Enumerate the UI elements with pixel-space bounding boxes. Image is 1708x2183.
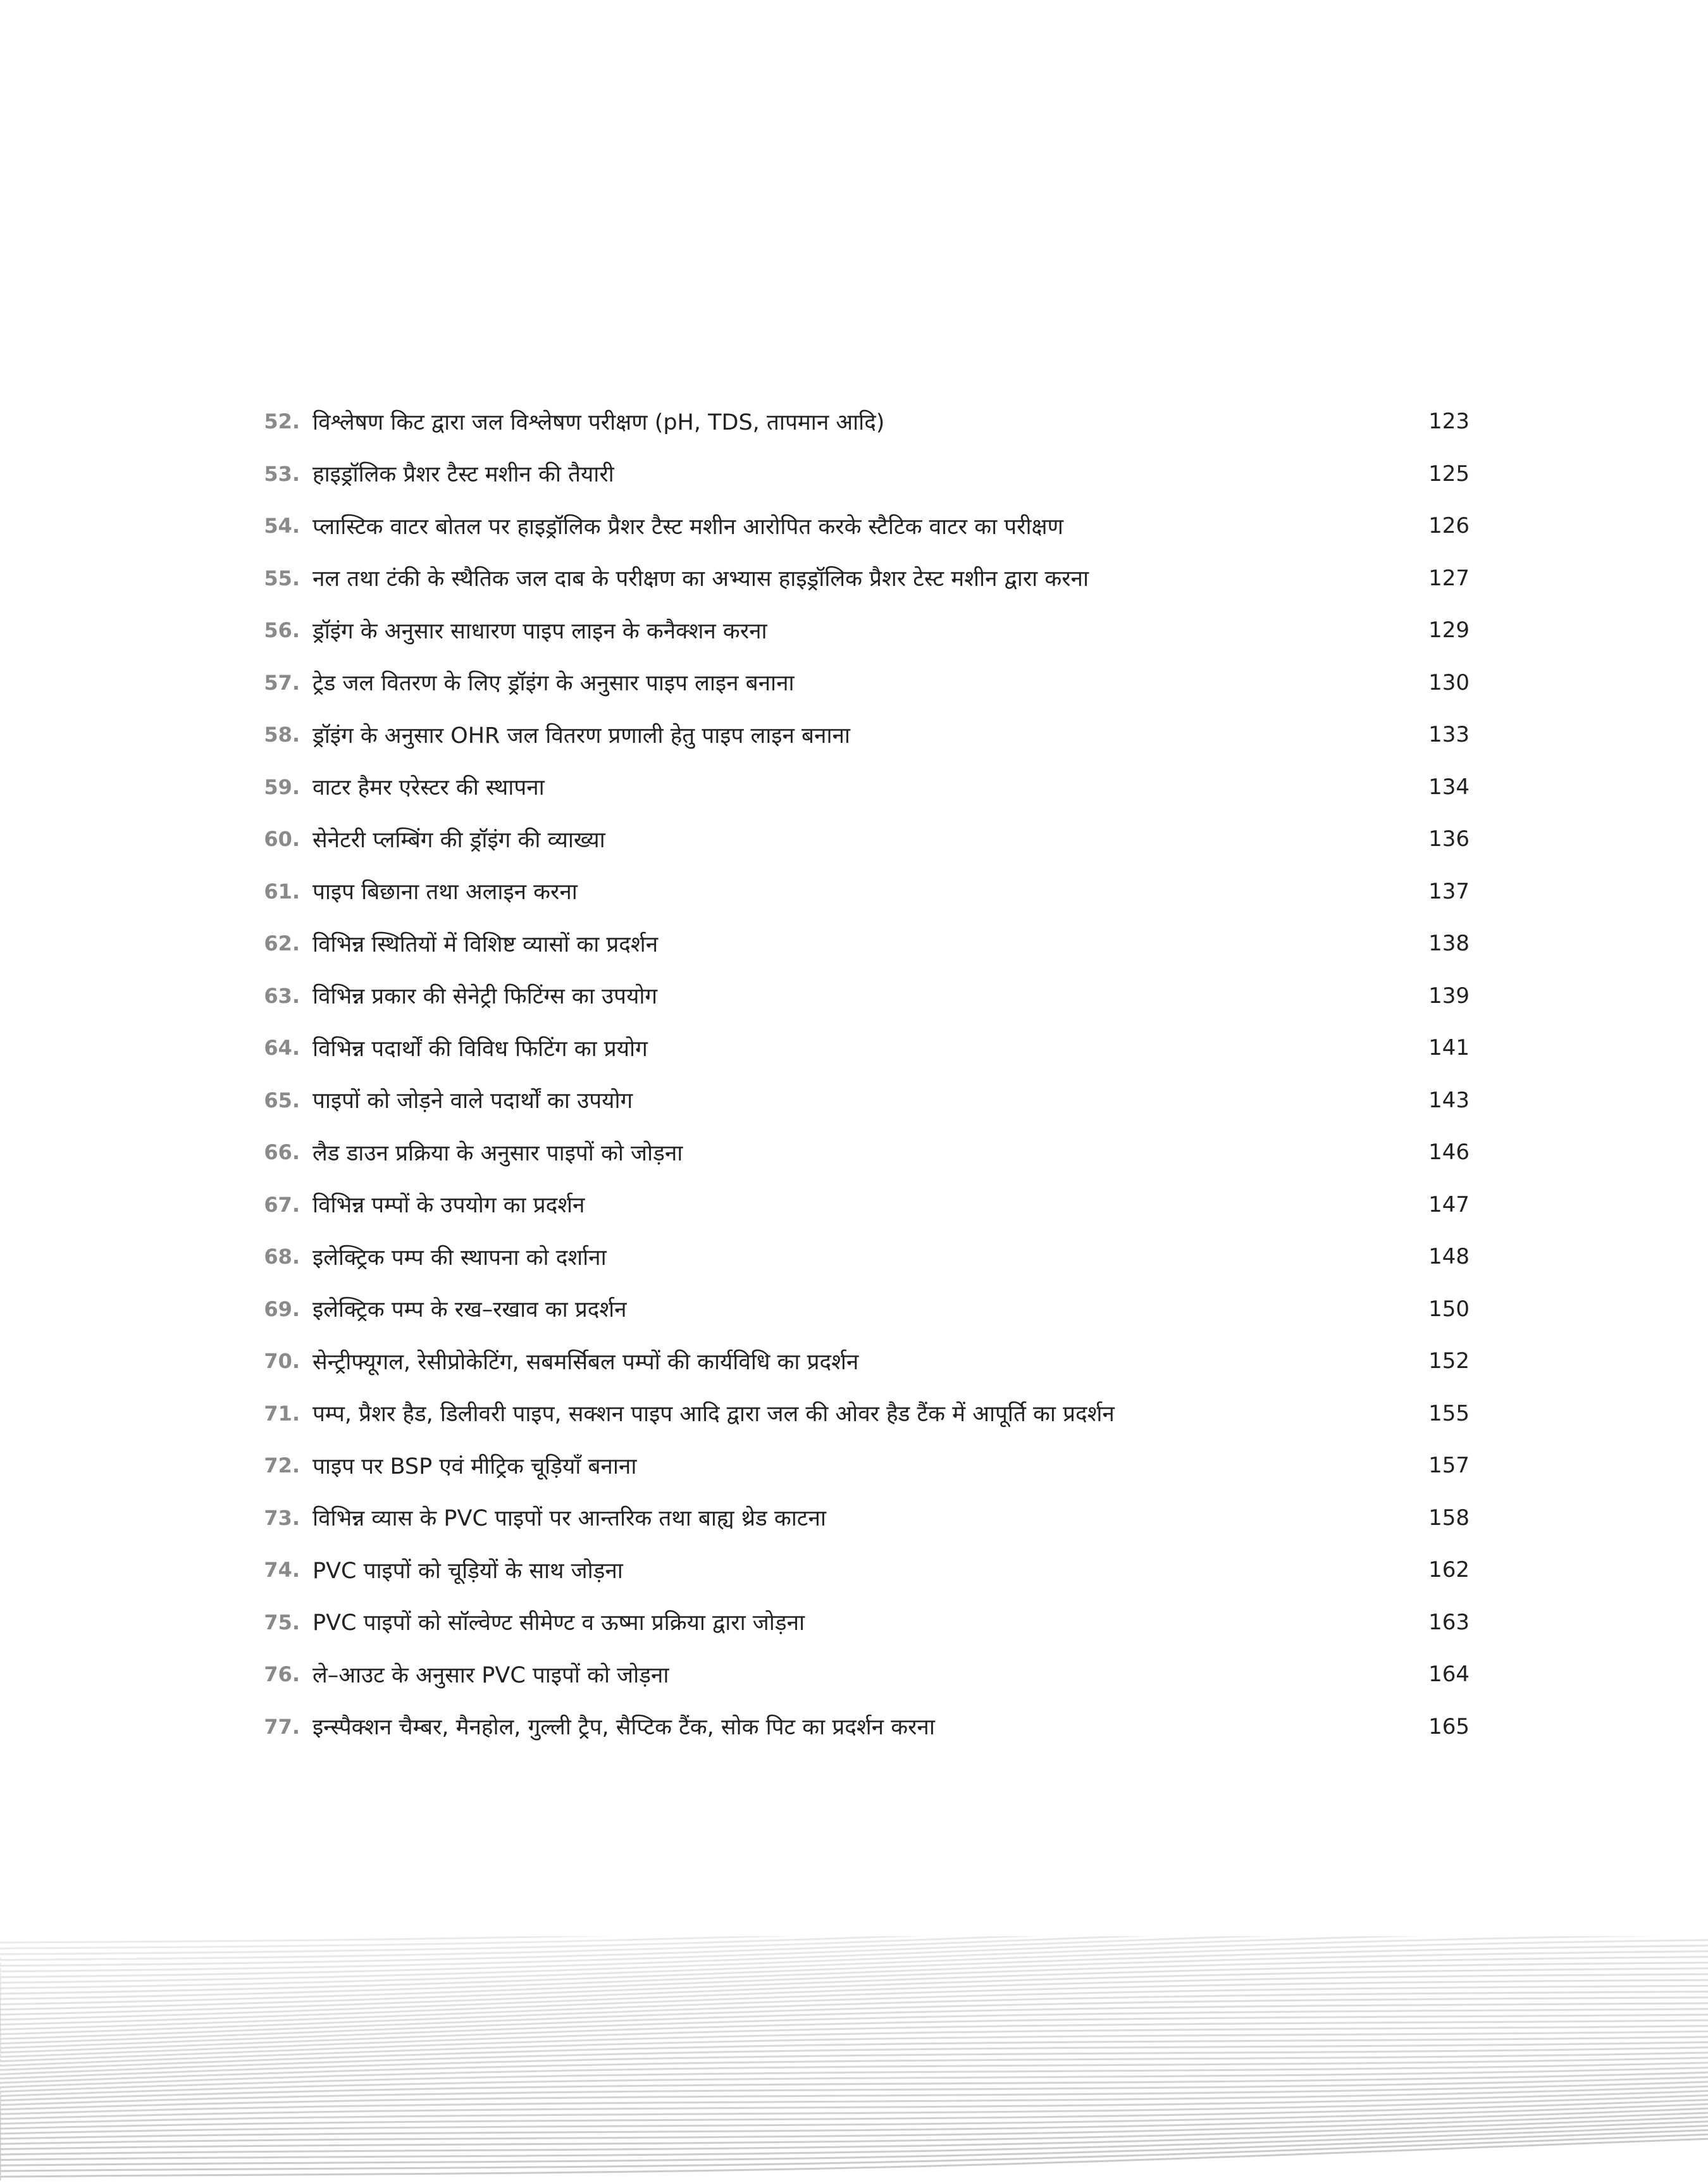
toc-entry xyxy=(258,970,1470,1023)
toc-entry-title: इलेक्ट्रिक पम्प की स्थापना को दर्शाना xyxy=(313,1245,607,1271)
toc-entry-title: सेन्ट्रीफ्यूगल, रेसीप्रोकेटिंग, सबमर्सिबल पम्पों की कार्यविधि का प्रदर्शन xyxy=(313,1349,859,1375)
toc-entry xyxy=(258,1544,1470,1596)
toc-entry-page-number: 139 xyxy=(1428,983,1470,1009)
toc-entry xyxy=(258,1074,1470,1127)
toc-entry-page-number: 123 xyxy=(1428,409,1470,435)
toc-entry-page-number: 165 xyxy=(1428,1713,1470,1739)
toc-entry-page-number: 138 xyxy=(1428,931,1470,957)
toc-entry-title: पाइप बिछाना तथा अलाइन करना xyxy=(313,880,578,905)
toc-entry xyxy=(258,1388,1470,1440)
toc-entry-title: वाटर हैमर एरेस्टर की स्थापना xyxy=(313,775,545,801)
toc-entry-number: 57. xyxy=(264,670,300,695)
toc-entry xyxy=(258,657,1470,709)
toc-entry xyxy=(258,1179,1470,1231)
toc-entry xyxy=(258,709,1470,761)
toc-entry xyxy=(258,866,1470,918)
toc-entry-page-number: 129 xyxy=(1428,618,1470,644)
toc-entry xyxy=(258,1283,1470,1336)
toc-entry-title: PVC पाइपों को चूड़ियों के साथ जोड़ना xyxy=(313,1558,623,1584)
toc-entry xyxy=(258,1231,1470,1283)
toc-entry-number: 58. xyxy=(264,723,300,747)
toc-entry-number: 76. xyxy=(264,1662,300,1687)
toc-entry-title: नल तथा टंकी के स्थैतिक जल दाब के परीक्षण का अभ्यास हाइड्रॉलिक प्रैशर टेस्ट मशीन द्वारा करना xyxy=(313,566,1089,592)
toc-entry-page-number: 126 xyxy=(1428,513,1470,539)
toc-entry-number: 77. xyxy=(264,1714,300,1739)
toc-entry-number: 65. xyxy=(264,1088,300,1112)
toc-entry-number: 64. xyxy=(264,1036,300,1060)
toc-entry-title: प्लास्टिक वाटर बोतल पर हाइड्रॉलिक प्रैशर टैस्ट मशीन आरोपित करके स्टैटिक वाटर का परीक्षण xyxy=(313,514,1063,540)
wave-stripe xyxy=(0,1951,1708,2000)
toc-entry-title: विभिन्न पदार्थों की विविध फिटिंग का प्रयोग xyxy=(313,1036,648,1062)
toc-entry-page-number: 164 xyxy=(1428,1662,1470,1688)
toc-entry-number: 54. xyxy=(264,514,300,538)
toc-entry-title: विभिन्न व्यास के PVC पाइपों पर आन्तरिक तथा बाह्य थ्रेड काटना xyxy=(313,1506,826,1532)
toc-entry-page-number: 157 xyxy=(1428,1453,1470,1479)
toc-entry-title: PVC पाइपों को सॉल्वेण्ट सीमेण्ट व ऊष्मा प्रक्रिया द्वारा जोड़ना xyxy=(313,1610,805,1636)
toc-entry-page-number: 134 xyxy=(1428,774,1470,800)
toc-entry-number: 55. xyxy=(264,566,300,590)
toc-entry-number: 69. xyxy=(264,1297,300,1321)
toc-entry-title: सेनेटरी प्लम्बिंग की ड्रॉइंग की व्याख्या xyxy=(313,827,605,853)
toc-entry-number: 62. xyxy=(264,931,300,956)
toc-entry-title: हाइड्रॉलिक प्रैशर टैस्ट मशीन की तैयारी xyxy=(313,462,614,488)
toc-entry xyxy=(258,448,1470,501)
toc-entry-number: 61. xyxy=(264,879,300,904)
toc-entry xyxy=(258,395,1470,448)
toc-entry-page-number: 162 xyxy=(1428,1557,1470,1583)
toc-entry-number: 74. xyxy=(264,1558,300,1583)
toc-entry-page-number: 163 xyxy=(1428,1609,1470,1635)
toc-entry-page-number: 130 xyxy=(1428,669,1470,695)
toc-entry-title: पम्प, प्रैशर हैड, डिलीवरी पाइप, सक्शन पाइप आदि द्वारा जल की ओवर हैड टैंक में आपूर्ति का प्रदर्शन xyxy=(313,1402,1115,1427)
toc-entry-title: ट्रेड जल वितरण के लिए ड्रॉइंग के अनुसार पाइप लाइन बनाना xyxy=(313,671,795,697)
toc-entry-title: ले–आउट के अनुसार PVC पाइपों को जोड़ना xyxy=(313,1662,669,1688)
toc-entry xyxy=(258,604,1470,657)
toc-entry-page-number: 127 xyxy=(1428,565,1470,591)
toc-entry xyxy=(258,500,1470,552)
wave-stripe xyxy=(0,1968,1708,2015)
toc-entry-title: पाइपों को जोड़ने वाले पदार्थों का उपयोग xyxy=(313,1088,633,1114)
toc-entry-title: लैड डाउन प्रक्रिया के अनुसार पाइपों को जोड़ना xyxy=(313,1140,683,1166)
toc-entry-page-number: 152 xyxy=(1428,1348,1470,1374)
toc-entry-number: 71. xyxy=(264,1401,300,1426)
toc-entry-number: 72. xyxy=(264,1453,300,1478)
toc-entry-title: इन्स्पैक्शन चैम्बर, मैनहोल, गुल्ली ट्रैप, सैप्टिक टैंक, सोक पिट का प्रदर्शन करना xyxy=(313,1715,935,1741)
toc-entry-page-number: 148 xyxy=(1428,1244,1470,1270)
toc-entry-page-number: 146 xyxy=(1428,1140,1470,1166)
toc-entry xyxy=(258,761,1470,814)
toc-entry-number: 68. xyxy=(264,1245,300,1269)
toc-entry-number: 59. xyxy=(264,774,300,799)
toc-entry-page-number: 125 xyxy=(1428,461,1470,487)
toc-entry-page-number: 150 xyxy=(1428,1296,1470,1322)
toc-entry-title: विभिन्न स्थितियों में विशिष्ट व्यासों का प्रदर्शन xyxy=(313,931,659,957)
toc-entry xyxy=(258,1492,1470,1545)
toc-entry-number: 67. xyxy=(264,1192,300,1217)
toc-entry-title: इलेक्ट्रिक पम्प के रख–रखाव का प्रदर्शन xyxy=(313,1297,627,1323)
toc-entry-title: विभिन्न प्रकार की सेनेट्री फिटिंग्स का उपयोग xyxy=(313,984,658,1010)
toc-entry-title: ड्रॉइंग के अनुसार साधारण पाइप लाइन के कनैक्शन करना xyxy=(313,618,767,644)
toc-entry xyxy=(258,1596,1470,1649)
toc-entry-number: 52. xyxy=(264,409,300,434)
toc-entry xyxy=(258,1701,1470,1753)
toc-entry-title: ड्रॉइंग के अनुसार OHR जल वितरण प्रणाली हेतु पाइप लाइन बनाना xyxy=(313,723,850,749)
toc-entry-page-number: 143 xyxy=(1428,1087,1470,1113)
toc-entry xyxy=(258,917,1470,970)
toc-entry-number: 70. xyxy=(264,1349,300,1374)
toc-entry xyxy=(258,1440,1470,1492)
toc-entry xyxy=(258,813,1470,866)
table-of-contents xyxy=(258,395,1470,1753)
toc-entry-number: 75. xyxy=(264,1610,300,1634)
toc-entry-page-number: 155 xyxy=(1428,1400,1470,1426)
toc-entry-page-number: 136 xyxy=(1428,826,1470,852)
toc-entry-number: 60. xyxy=(264,827,300,852)
decorative-wave-stripes xyxy=(0,1936,1708,2183)
toc-entry-page-number: 141 xyxy=(1428,1035,1470,1061)
toc-entry-title: विभिन्न पम्पों के उपयोग का प्रदर्शन xyxy=(313,1193,585,1219)
toc-entry-page-number: 158 xyxy=(1428,1505,1470,1531)
toc-entry-page-number: 147 xyxy=(1428,1191,1470,1217)
toc-entry-page-number: 137 xyxy=(1428,878,1470,904)
toc-entry-title: पाइप पर BSP एवं मीट्रिक चूड़ियाँ बनाना xyxy=(313,1453,637,1479)
toc-entry-number: 53. xyxy=(264,461,300,486)
toc-entry xyxy=(258,1126,1470,1179)
toc-entry-number: 56. xyxy=(264,618,300,643)
toc-entry-title: विश्लेषण किट द्वारा जल विश्लेषण परीक्षण (pH, TDS, तापमान आदि) xyxy=(313,409,885,435)
toc-entry-number: 73. xyxy=(264,1505,300,1530)
toc-entry-page-number: 133 xyxy=(1428,722,1470,748)
toc-entry-number: 66. xyxy=(264,1140,300,1165)
toc-entry xyxy=(258,1335,1470,1388)
toc-entry xyxy=(258,1648,1470,1701)
toc-entry xyxy=(258,1022,1470,1074)
toc-entry xyxy=(258,552,1470,605)
toc-entry-number: 63. xyxy=(264,983,300,1008)
